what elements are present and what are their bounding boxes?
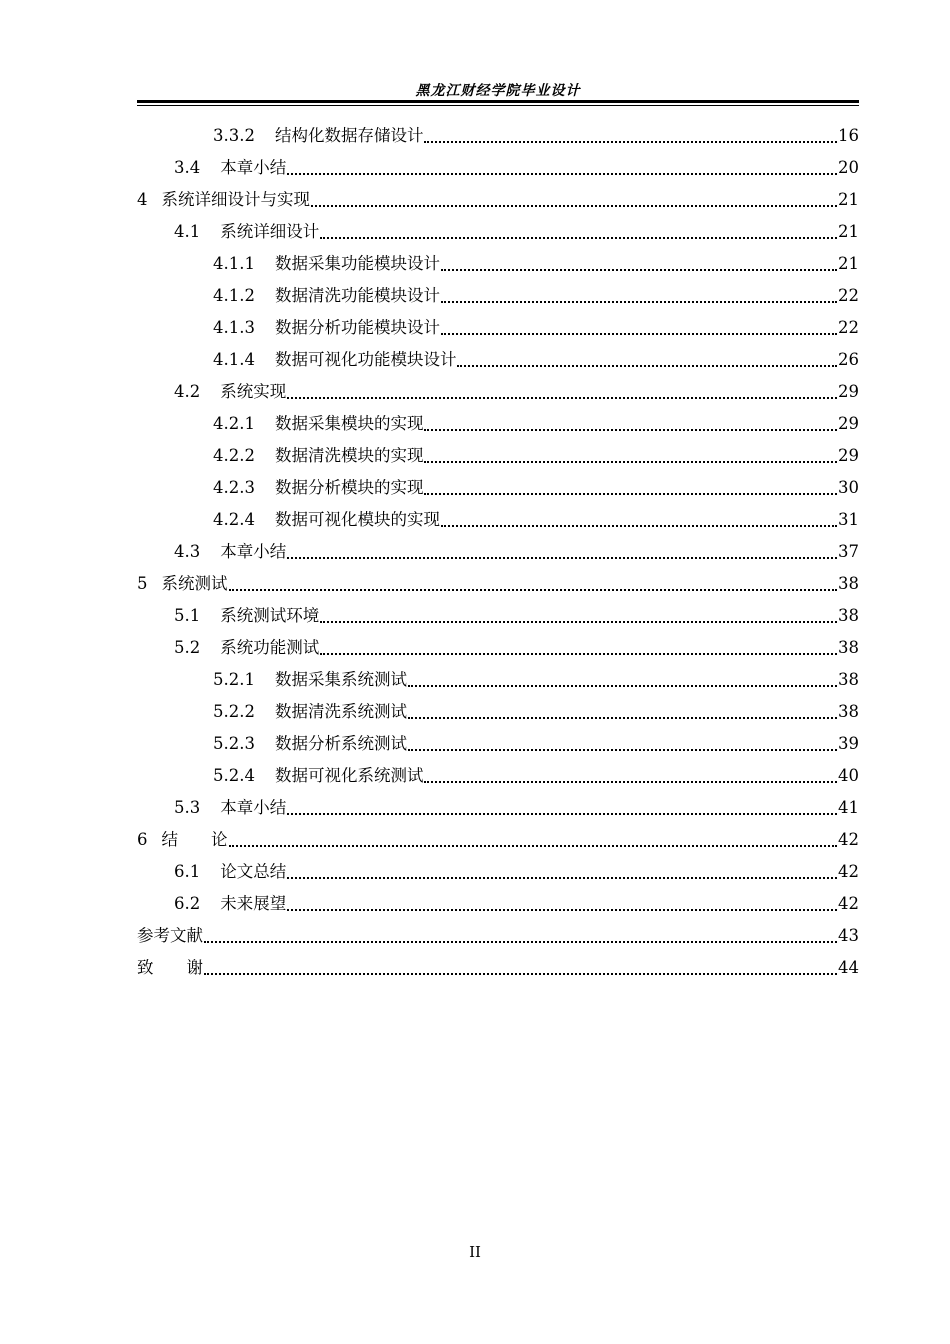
toc-entry-title: 致 谢 (137, 958, 203, 977)
toc-entry-title: 本章小结 (220, 158, 287, 177)
toc-entry[interactable] (137, 568, 859, 600)
toc-entry-title: 系统实现 (220, 382, 287, 401)
toc-entry-page: 38 (838, 638, 859, 657)
toc-entry-number: 5.2.4 (213, 766, 255, 785)
toc-dot-leader (229, 589, 838, 591)
toc-entry-number: 5.2 (174, 638, 201, 657)
toc-entry-page: 38 (838, 702, 859, 721)
toc-entry-page: 38 (838, 606, 859, 625)
toc-dot-leader (287, 173, 837, 175)
toc-entry-page: 29 (838, 414, 859, 433)
toc-dot-leader (320, 653, 837, 655)
toc-dot-leader (424, 461, 837, 463)
toc-entry-title: 系统详细设计 (220, 222, 320, 241)
toc-entry[interactable] (137, 824, 859, 856)
toc-entry-number: 5 (137, 574, 148, 593)
toc-dot-leader (424, 141, 837, 143)
toc-entry-title: 本章小结 (220, 798, 287, 817)
toc-entry[interactable] (137, 632, 859, 664)
toc-entry-title: 数据分析模块的实现 (274, 478, 424, 497)
toc-entry-title: 数据采集功能模块设计 (274, 254, 440, 273)
toc-entry-title: 数据采集模块的实现 (274, 414, 424, 433)
toc-entry-number: 4.2.1 (213, 414, 255, 433)
toc-entry[interactable] (137, 184, 859, 216)
toc-entry-page: 22 (838, 286, 859, 305)
toc-dot-leader (320, 621, 837, 623)
toc-entry[interactable] (137, 248, 859, 280)
toc-entry-page: 30 (838, 478, 859, 497)
toc-dot-leader (204, 941, 837, 943)
toc-entry[interactable] (137, 952, 859, 984)
toc-dot-leader (424, 781, 837, 783)
toc-entry-page: 31 (838, 510, 859, 529)
toc-entry-title: 系统测试 (161, 574, 228, 593)
toc-entry[interactable] (137, 376, 859, 408)
toc-entry-title: 数据清洗功能模块设计 (274, 286, 440, 305)
toc-entry-page: 40 (838, 766, 859, 785)
toc-entry-page: 41 (838, 798, 859, 817)
toc-entry-title: 数据分析系统测试 (274, 734, 407, 753)
toc-dot-leader (287, 397, 837, 399)
toc-entry[interactable] (137, 408, 859, 440)
toc-entry-page: 38 (838, 574, 859, 593)
toc-dot-leader (229, 845, 838, 847)
toc-entry-page: 37 (838, 542, 859, 561)
toc-entry-number: 3.3.2 (213, 126, 255, 145)
toc-entry-page: 22 (838, 318, 859, 337)
toc-dot-leader (204, 973, 837, 975)
toc-entry-number: 5.3 (174, 798, 201, 817)
toc-entry-page: 16 (838, 126, 859, 145)
toc-entry-title: 数据清洗模块的实现 (274, 446, 424, 465)
toc-entry-number: 4.2.4 (213, 510, 255, 529)
toc-entry[interactable] (137, 728, 859, 760)
toc-entry-page: 42 (838, 894, 859, 913)
toc-entry[interactable] (137, 664, 859, 696)
toc-entry[interactable] (137, 792, 859, 824)
toc-entry-page: 44 (838, 958, 859, 977)
toc-entry-page: 43 (838, 926, 859, 945)
header-rule-thick (137, 100, 859, 103)
toc-entry-title: 数据可视化功能模块设计 (274, 350, 457, 369)
toc-dot-leader (311, 205, 837, 207)
toc-dot-leader (424, 493, 837, 495)
toc-entry-number: 3.4 (174, 158, 201, 177)
toc-entry-number: 5.2.2 (213, 702, 255, 721)
page-number: II (469, 1243, 481, 1261)
toc-entry-number: 4.2.2 (213, 446, 255, 465)
toc-entry-number: 5.2.1 (213, 670, 255, 689)
toc-dot-leader (441, 333, 837, 335)
toc-entry-title: 数据可视化系统测试 (274, 766, 424, 785)
toc-entry-title: 未来展望 (220, 894, 287, 913)
toc-dot-leader (441, 525, 837, 527)
toc-entry-title: 结 论 (161, 830, 228, 849)
toc-entry[interactable] (137, 120, 859, 152)
toc-entry-page: 42 (838, 830, 859, 849)
page-header-title: 黑龙江财经学院毕业设计 (415, 83, 581, 99)
toc-dot-leader (287, 877, 837, 879)
toc-entry[interactable] (137, 920, 859, 952)
toc-entry-page: 29 (838, 446, 859, 465)
header-rule-thin (137, 105, 859, 106)
toc-dot-leader (424, 429, 837, 431)
toc-entry-title: 系统功能测试 (220, 638, 320, 657)
toc-entry-page: 21 (838, 254, 859, 273)
toc-entry[interactable] (137, 472, 859, 504)
toc-entry-title: 数据分析功能模块设计 (274, 318, 440, 337)
toc-entry-title: 结构化数据存储设计 (274, 126, 424, 145)
toc-dot-leader (441, 269, 837, 271)
toc-entry-number: 4 (137, 190, 148, 209)
toc-entry-number: 6.1 (174, 862, 201, 881)
toc-entry[interactable] (137, 760, 859, 792)
toc-entry-number: 4.1.3 (213, 318, 255, 337)
toc-entry[interactable] (137, 888, 859, 920)
toc-entry-title: 本章小结 (220, 542, 287, 561)
toc-entry[interactable] (137, 312, 859, 344)
toc-entry[interactable] (137, 600, 859, 632)
toc-entry-title: 系统详细设计与实现 (161, 190, 310, 209)
toc-dot-leader (408, 685, 837, 687)
toc-entry-title: 参考文献 (137, 926, 203, 945)
toc-entry-number: 4.1 (174, 222, 201, 241)
toc-entry-page: 42 (838, 862, 859, 881)
toc-entry[interactable] (137, 536, 859, 568)
toc-entry[interactable] (137, 280, 859, 312)
toc-entry-number: 4.2 (174, 382, 201, 401)
toc-entry-number: 4.1.2 (213, 286, 255, 305)
table-of-contents (137, 120, 859, 984)
toc-entry[interactable] (137, 504, 859, 536)
toc-entry-title: 数据清洗系统测试 (274, 702, 407, 721)
toc-entry[interactable] (137, 440, 859, 472)
toc-entry-number: 4.1.4 (213, 350, 255, 369)
toc-dot-leader (287, 909, 837, 911)
toc-entry-page: 21 (838, 222, 859, 241)
toc-entry-number: 5.2.3 (213, 734, 255, 753)
toc-dot-leader (408, 717, 837, 719)
toc-entry-page: 21 (838, 190, 859, 209)
toc-entry[interactable] (137, 216, 859, 248)
toc-dot-leader (457, 365, 837, 367)
toc-dot-leader (287, 813, 837, 815)
toc-dot-leader (408, 749, 837, 751)
toc-entry-number: 6.2 (174, 894, 201, 913)
toc-entry-title: 数据采集系统测试 (274, 670, 407, 689)
toc-entry-page: 29 (838, 382, 859, 401)
toc-entry[interactable] (137, 344, 859, 376)
toc-entry-number: 6 (137, 830, 148, 849)
toc-entry-title: 系统测试环境 (220, 606, 320, 625)
toc-entry-number: 4.1.1 (213, 254, 255, 273)
toc-entry-number: 5.1 (174, 606, 201, 625)
toc-entry-page: 38 (838, 670, 859, 689)
toc-dot-leader (320, 237, 837, 239)
toc-entry[interactable] (137, 152, 859, 184)
toc-entry-page: 20 (838, 158, 859, 177)
toc-entry-title: 论文总结 (220, 862, 287, 881)
toc-dot-leader (287, 557, 837, 559)
toc-entry[interactable] (137, 856, 859, 888)
toc-entry-number: 4.3 (174, 542, 201, 561)
toc-entry-title: 数据可视化模块的实现 (274, 510, 440, 529)
toc-dot-leader (441, 301, 837, 303)
toc-entry-page: 26 (838, 350, 859, 369)
toc-entry-number: 4.2.3 (213, 478, 255, 497)
toc-entry-page: 39 (838, 734, 859, 753)
toc-entry[interactable] (137, 696, 859, 728)
